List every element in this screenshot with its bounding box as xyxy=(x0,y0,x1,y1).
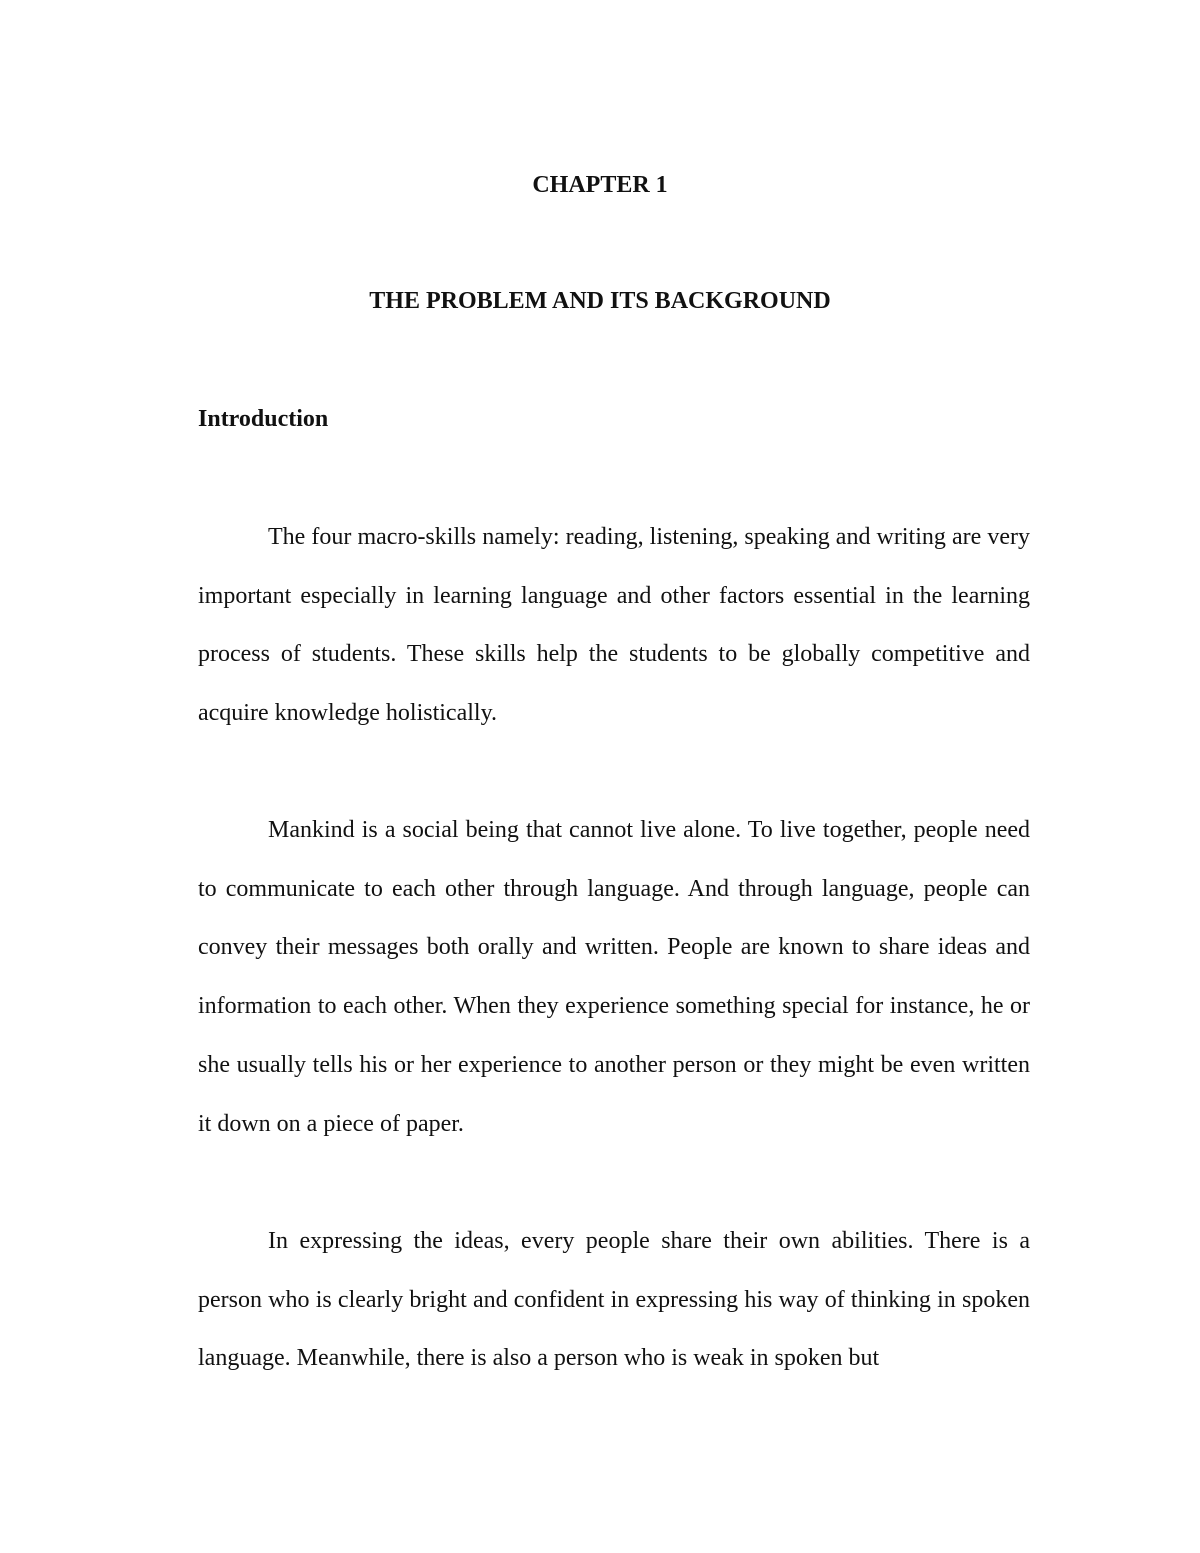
chapter-title: THE PROBLEM AND ITS BACKGROUND xyxy=(369,288,831,314)
body-paragraph-1: The four macro-skills namely: reading, listening, speaking and writing are very important especially in learning language and other factors essential in the learning process of students. These skills help the students to be globally competitive and acquire knowledge holistically. xyxy=(198,524,1030,727)
body-paragraph-2: Mankind is a social being that cannot live alone. To live together, people need to communicate to each other through language. And through language, people can convey their messages both orally and written. People are known to share ideas and information to each other. When they experience something special for instance, he or she usually tells his or her experience to another person or they might be even written it down on a piece of paper. xyxy=(198,817,1030,1137)
section-heading-introduction: Introduction xyxy=(198,406,329,432)
chapter-label: CHAPTER 1 xyxy=(532,172,668,198)
body-paragraph-3: In expressing the ideas, every people share their own abilities. There is a person who is clearly bright and confident in expressing his way of thinking in spoken language. Meanwhile, there is also a person who is weak in spoken but xyxy=(198,1228,1030,1372)
